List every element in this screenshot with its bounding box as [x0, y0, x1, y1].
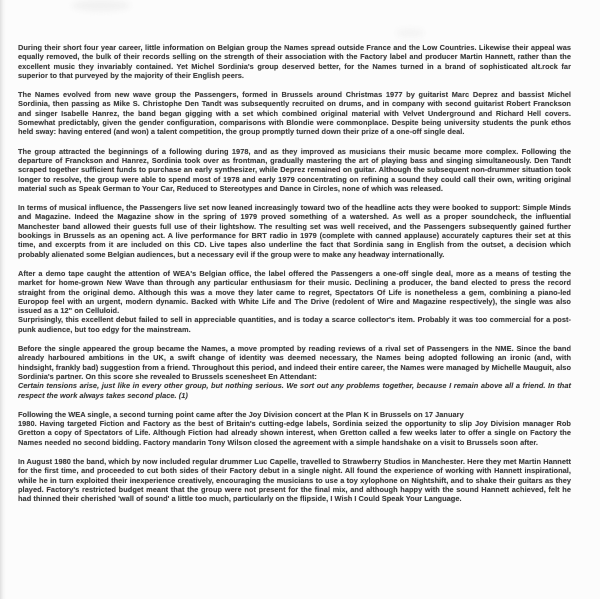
- paragraph-6-segment-2: Certain tensions arise, just like in every other group, but nothing serious. We sort out any problems together, because I remain above all a friend. In that respect the work always takes second place. (1): [18, 381, 571, 400]
- paragraph-1: [18, 43, 571, 80]
- scan-smudge: [396, 29, 424, 37]
- paragraph-4-segment-1: In terms of musical influence, the Passengers live set now leaned increasingly toward two of the headline acts they were booked to support: Simple Minds and Magazine. Indeed the Magazine show in the spring of 1979 proved something of a watershed. As well as a proper soundcheck, the influential Manchester band allowed their guests full use of their lightshow. The resulting set was well received, and the Passengers subsequently gained further bookings in Brussels as an opening act. A live performance for BRT radio in 1979 (complete with canned applause) accurately captures their set at this time, and excerpts from it are included on this CD. Live tapes also underline the fact that Sordinia sang in English from the outset, a decision which probably alienated some Belgian audiences, but a necessary evil if the group were to make any headway internationally.: [18, 203, 571, 259]
- paragraph-4: [18, 203, 571, 259]
- paragraph-2-segment-1: The Names evolved from new wave group the Passengers, formed in Brussels around Christmas 1977 by guitarist Marc Deprez and bassist Michel Sordinia, then passing as Mike S. Christophe Den Tandt was subsequently recruited on drums, and in company with second guitarist Robert Franckson and singer Isabelle Hanrez, the band began gigging with a set which combined original material with Velvet Underground and Richard Hell covers. Somewhat predictably, given the gender configuration, comparisons with Blondie were commonplace. Despite being university students the punk ethos held sway: having entered (and won) a talent competition, the group promptly turned down their prize of a one-off single deal.: [18, 90, 571, 137]
- article: [18, 43, 571, 513]
- paragraph-8: [18, 457, 571, 503]
- paragraph-6-segment-1: Before the single appeared the group became the Names, a move prompted by reading reviews of a rival set of Passengers in the NME. Since the band already harboured ambitions in the UK, a swift change of identity was deemed necessary, the Names being adopted following an ironic (and, with hindsight, frankly bad) suggestion from a friend. Throughout this period, and indeed their entire career, the Names were managed by Michelle Mauguit, also Sordinia's partner. On this score she revealed to Brussels scenesheet En Attendant:: [18, 344, 571, 381]
- paragraph-8-segment-1: In August 1980 the band, which by now included regular drummer Luc Capelle, travelled to Strawberry Studios in Manchester. Here they met Martin Hannett for the first time, and proceeded to cut both sides of their Factory debut in a single night. All found the experience of working with Hannett inspirational, while he in turn exploited their inexperience creatively, encouraging the musicians to use a toy xylophone on Nightshift, and to shake their guitars as they played. Factory's restricted budget meant that the group were not present for the final mix, and although happy with the sound Hannett achieved, felt he had thinned their cherished 'wall of sound' a little too much, particularly on the flipside, I Wish I Could Speak Your Language.: [18, 456, 571, 504]
- paragraph-3-segment-1: The group attracted the beginnings of a following during 1978, and as they improved as musicians their music became more complex. Following the departure of Franckson and Hanrez, Sordinia took over as frontman, gradually mastering the art of playing bass and singing simultaneously. Den Tandt scraped together sufficient funds to purchase an early synthesizer, while Deprez remained on guitar. Although the subsequent non-drummer situation took longer to resolve, the group were able to spend most of 1978 and early 1979 concentrating on refining a sound they could call their own, writing original material such as Speak German to Your Car, Reduced to Stereotypes and Dance in Circles, none of which was released.: [18, 146, 571, 193]
- paragraph-5-segment-1: After a demo tape caught the attention of WEA's Belgian office, the label offered the Passengers a one-off single deal, more as a means of testing the market for home-grown New Wave than through any particular enthusiasm for their music. Declining a producer, the band elected to press the record straight from the original demo. Although this was a move they later came to regret, Spectators Of Life is nonetheless a gem, combining a piano-led Europop feel with an urgent, modern dynamic. Backed with White Life and The Drive (redolent of Wire and Magazine respectively), the single was also issued as a 12" on Celluloid.: [18, 268, 571, 316]
- paragraph-3: [18, 147, 571, 193]
- paragraph-7-segment-2: 1980. Having targeted Fiction and Factory as the best of Britain's cutting-edge labels, Sordinia seized the opportunity to slip Joy Division manager Rob Gretton a copy of Spectators of Life. Although Fiction had already shown interest, when Gretton called a few weeks later to offer a single on Factory the Names needed no second bidding. Factory mandarin Tony Wilson closed the agreement with a simple handshake on a visit to Brussels soon after.: [18, 419, 571, 447]
- paragraph-7-segment-1: Following the WEA single, a second turning point came after the Joy Division concert at the Plan K in Brussels on 17 January: [18, 409, 464, 419]
- paragraph-5: [18, 269, 571, 334]
- paragraph-1-segment-1: During their short four year career, little information on Belgian group the Names spread outside France and the Low Countries. Likewise their appeal was equally removed, the bulk of their records selling on the strength of their association with the Factory label and producer Martin Hannett, rather than the excellent music they invariably contained. Yet Michel Sordinia's group deserved better, for the Names turned in a brand of sophisticated alt.rock far superior to that purveyed by the majority of their English peers.: [18, 43, 571, 80]
- paragraph-6: [18, 344, 571, 400]
- paragraph-7: [18, 410, 571, 447]
- paragraph-2: [18, 90, 571, 136]
- paragraph-5-segment-2: Surprisingly, this excellent debut failed to sell in appreciable quantities, and is today a scarce collector's item. Probably it was too commercial for a post-punk audience, but too edgy for the mainstream.: [18, 315, 571, 334]
- scan-smudge: [72, 0, 130, 11]
- scan-edge-shadow: [0, 0, 6, 599]
